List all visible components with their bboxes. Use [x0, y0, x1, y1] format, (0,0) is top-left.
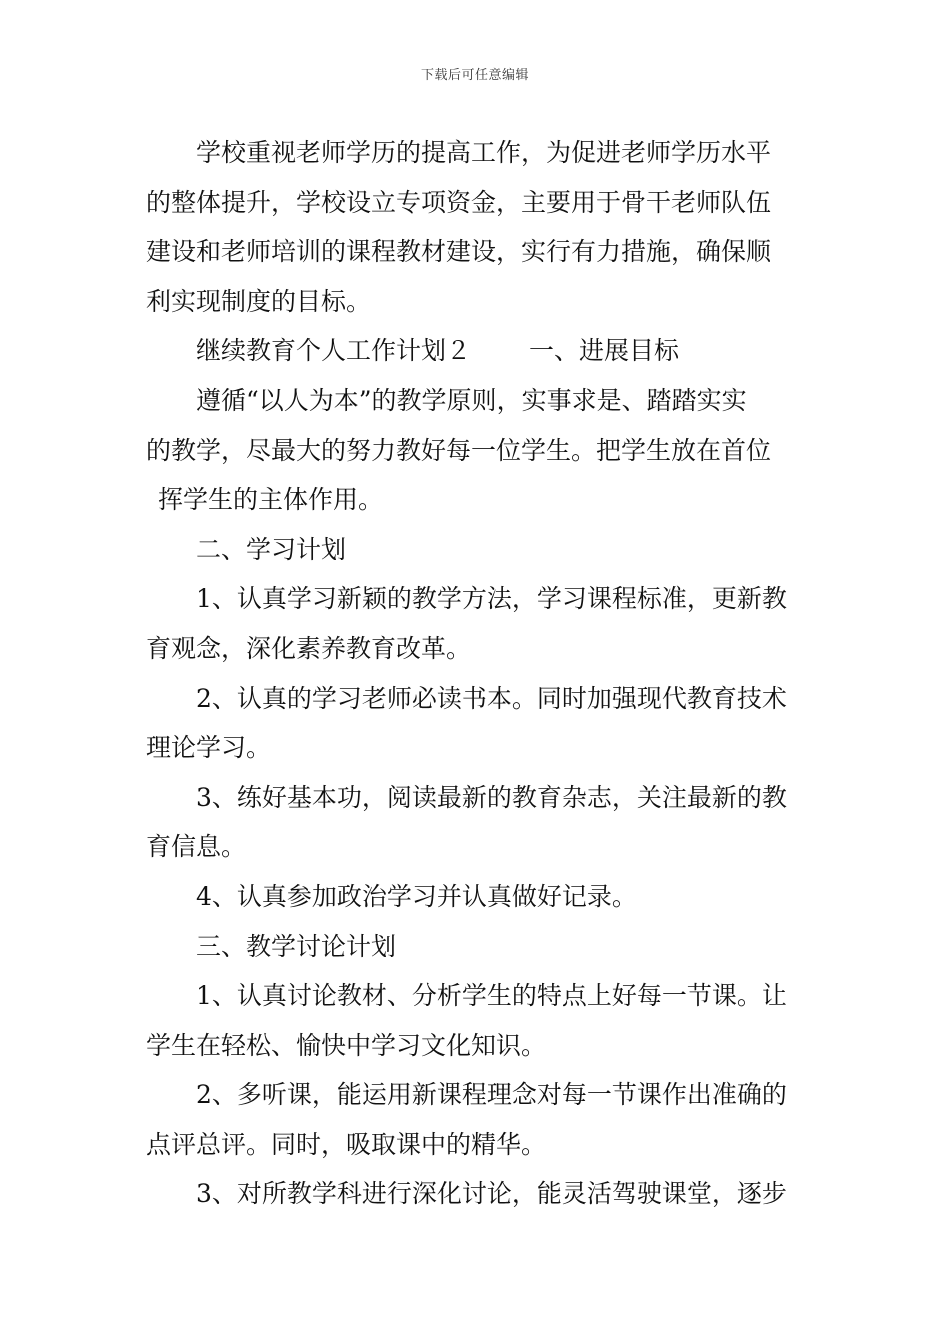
body-line: 利实现制度的目标。 [146, 286, 372, 316]
body-line: 的整体提升，学校设立专项资金，主要用于骨干老师队伍 [146, 187, 772, 217]
body-line: 育观念，深化素养教育改革。 [146, 633, 472, 663]
body-line: 学生在轻松、愉快中学习文化知识。 [146, 1030, 547, 1060]
body-line: 3、练好基本功，阅读最新的教育杂志，关注最新的教 [196, 782, 787, 812]
body-line: 育信息。 [146, 832, 247, 862]
section-heading: 一、进展目标 [529, 336, 680, 366]
page-header: 下载后可任意编辑 [420, 68, 529, 83]
section-heading: 二、学习计划 [196, 534, 347, 564]
body-line: 2、多听课，能运用新课程理念对每一节课作出准确的 [196, 1080, 787, 1110]
section-title-line [146, 326, 808, 376]
body-line: 4、认真参加政治学习并认真做好记录。 [196, 881, 637, 911]
section-heading: 三、教学讨论计划 [196, 931, 397, 961]
body-line: 1、认真学习新颖的教学方法，学习课程标准，更新教 [196, 584, 787, 614]
body-line: 建设和老师培训的课程教材建设，实行有力措施，确保顺 [146, 237, 772, 267]
body-line: 理论学习。 [146, 733, 272, 763]
body-line: 3、对所教学科进行深化讨论，能灵活驾驶课堂，逐步 [196, 1179, 787, 1209]
plan-title: 继续教育个人工作计划２ [196, 336, 472, 366]
body-line: 遵循“以人为本”的教学原则，实事求是、踏踏实实 [196, 385, 747, 415]
body-line: 挥学生的主体作用。 [158, 485, 384, 515]
body-line: 1、认真讨论教材、分析学生的特点上好每一节课。让 [196, 981, 787, 1011]
body-line: 的教学，尽最大的努力教好每一位学生。把学生放在首位 [146, 435, 772, 465]
document-body [146, 128, 808, 1219]
body-line: 学校重视老师学历的提高工作，为促进老师学历水平 [196, 138, 772, 167]
body-line: 2、认真的学习老师必读书本。同时加强现代教育技术 [196, 683, 787, 713]
body-line: 点评总评。同时，吸取课中的精华。 [146, 1129, 547, 1159]
